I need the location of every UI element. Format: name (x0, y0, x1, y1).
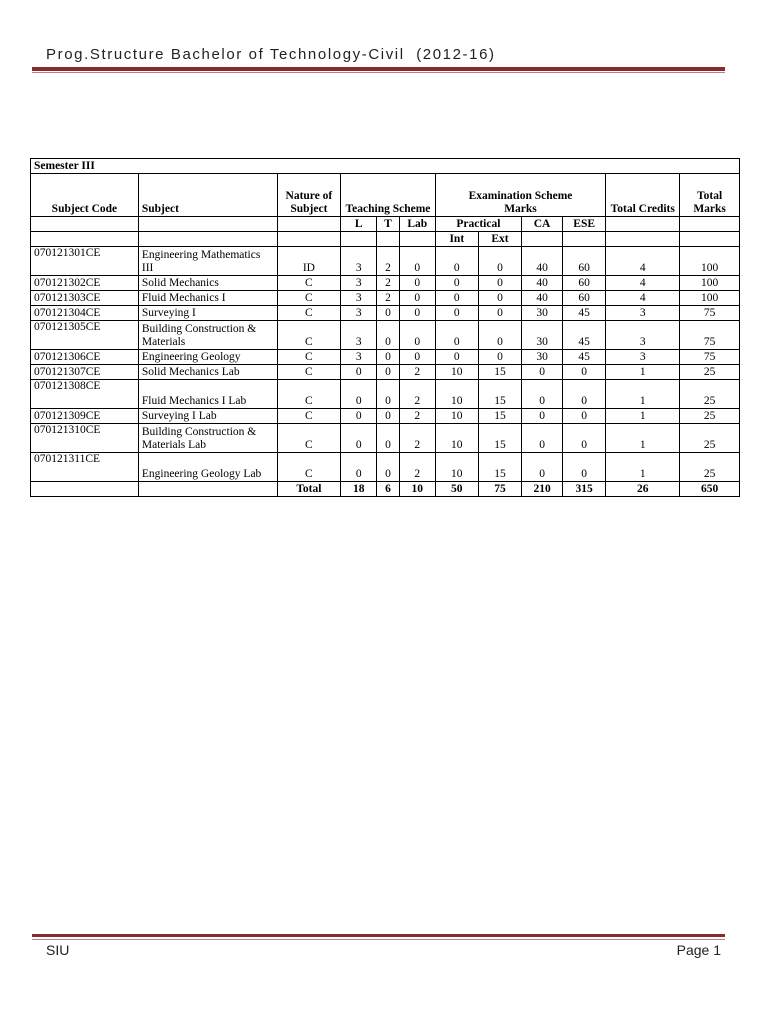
cell-code: 070121306CE (31, 350, 139, 365)
header-rule-thin (32, 72, 725, 73)
cell-ca: 0 (522, 453, 563, 482)
cell-int: 10 (435, 409, 478, 424)
total-ca: 210 (522, 482, 563, 497)
cell-ext: 0 (478, 276, 521, 291)
cell-t: 2 (377, 291, 400, 306)
total-ext: 75 (478, 482, 521, 497)
cell-t: 0 (377, 424, 400, 453)
table-row (31, 247, 740, 276)
cell-nature: C (277, 409, 341, 424)
cell-l: 3 (341, 247, 377, 276)
cell-l: 0 (341, 380, 377, 409)
cell-subject: Surveying I (138, 306, 277, 321)
cell-ext: 0 (478, 247, 521, 276)
cell-t: 2 (377, 276, 400, 291)
cell-ese: 0 (563, 365, 606, 380)
cell-t: 0 (377, 306, 400, 321)
table-row (31, 409, 740, 424)
header-total-marks: Total Marks (680, 174, 740, 217)
cell-l: 3 (341, 350, 377, 365)
cell-code: 070121304CE (31, 306, 139, 321)
cell-ext: 15 (478, 409, 521, 424)
cell-ese: 45 (563, 321, 606, 350)
semester-scheme-table (30, 158, 740, 497)
cell-ese: 60 (563, 247, 606, 276)
cell-lab: 2 (399, 453, 435, 482)
cell-subject: Fluid Mechanics I Lab (138, 380, 277, 409)
cell-nature: C (277, 365, 341, 380)
cell-ese: 60 (563, 291, 606, 306)
cell-ca: 0 (522, 380, 563, 409)
cell-ca: 40 (522, 276, 563, 291)
table-row (31, 291, 740, 306)
cell-ca: 0 (522, 424, 563, 453)
cell-marks: 25 (680, 365, 740, 380)
cell-code: 070121310CE (31, 424, 139, 453)
cell-code: 070121305CE (31, 321, 139, 350)
cell-nature: C (277, 276, 341, 291)
table-row (31, 365, 740, 380)
header-rule (32, 67, 725, 71)
total-credits: 26 (606, 482, 680, 497)
cell-code: 070121308CE (31, 380, 139, 409)
cell-l: 0 (341, 453, 377, 482)
cell-ese: 0 (563, 409, 606, 424)
table-row (31, 424, 740, 453)
table-row (31, 453, 740, 482)
cell-marks: 75 (680, 321, 740, 350)
total-lab: 10 (399, 482, 435, 497)
header-int: Int (435, 232, 478, 247)
cell-nature: C (277, 453, 341, 482)
cell-int: 10 (435, 453, 478, 482)
header-lab: Lab (399, 217, 435, 232)
cell-t: 0 (377, 321, 400, 350)
table-row (31, 350, 740, 365)
cell-l: 3 (341, 306, 377, 321)
footer-rule (32, 934, 725, 937)
cell-int: 0 (435, 350, 478, 365)
cell-t: 0 (377, 365, 400, 380)
cell-lab: 0 (399, 306, 435, 321)
cell-lab: 2 (399, 409, 435, 424)
total-ese: 315 (563, 482, 606, 497)
cell-ese: 0 (563, 424, 606, 453)
cell-ca: 40 (522, 247, 563, 276)
cell-lab: 2 (399, 365, 435, 380)
cell-ese: 0 (563, 380, 606, 409)
cell-subject: Fluid Mechanics I (138, 291, 277, 306)
cell-lab: 0 (399, 321, 435, 350)
cell-int: 0 (435, 276, 478, 291)
cell-credits: 4 (606, 276, 680, 291)
cell-int: 0 (435, 306, 478, 321)
cell-l: 3 (341, 276, 377, 291)
header-subject: Subject (138, 174, 277, 217)
cell-marks: 100 (680, 276, 740, 291)
cell-ext: 0 (478, 291, 521, 306)
cell-marks: 75 (680, 350, 740, 365)
cell-ext: 0 (478, 321, 521, 350)
cell-nature: C (277, 424, 341, 453)
cell-credits: 1 (606, 380, 680, 409)
cell-l: 0 (341, 409, 377, 424)
semester-label: Semester III (31, 159, 740, 174)
cell-subject: Engineering Mathematics III (138, 247, 277, 276)
total-marks: 650 (680, 482, 740, 497)
cell-lab: 0 (399, 247, 435, 276)
cell-t: 0 (377, 380, 400, 409)
subject-rows (31, 247, 740, 482)
table-row (31, 321, 740, 350)
total-l: 18 (341, 482, 377, 497)
cell-nature: C (277, 380, 341, 409)
cell-nature: C (277, 350, 341, 365)
total-label: Total (277, 482, 341, 497)
cell-ca: 40 (522, 291, 563, 306)
cell-marks: 25 (680, 409, 740, 424)
cell-credits: 4 (606, 291, 680, 306)
cell-credits: 3 (606, 350, 680, 365)
page-header-title: Prog.Structure Bachelor of Technology-Civil (2012-16) (46, 46, 496, 63)
cell-nature: C (277, 291, 341, 306)
header-ese: ESE (563, 217, 606, 232)
cell-marks: 75 (680, 306, 740, 321)
cell-credits: 3 (606, 306, 680, 321)
cell-lab: 0 (399, 276, 435, 291)
cell-marks: 25 (680, 380, 740, 409)
table-row (31, 380, 740, 409)
cell-ese: 0 (563, 453, 606, 482)
cell-subject: Solid Mechanics Lab (138, 365, 277, 380)
cell-int: 0 (435, 321, 478, 350)
cell-ca: 30 (522, 350, 563, 365)
footer-page-number: Page 1 (676, 942, 721, 958)
cell-code: 070121309CE (31, 409, 139, 424)
cell-ca: 30 (522, 306, 563, 321)
cell-ext: 15 (478, 365, 521, 380)
footer-rule-thin (32, 939, 725, 940)
cell-marks: 100 (680, 247, 740, 276)
total-int: 50 (435, 482, 478, 497)
cell-t: 0 (377, 409, 400, 424)
cell-subject: Surveying I Lab (138, 409, 277, 424)
footer-institution: SIU (46, 942, 70, 958)
cell-ext: 15 (478, 380, 521, 409)
cell-code: 070121307CE (31, 365, 139, 380)
cell-t: 2 (377, 247, 400, 276)
cell-credits: 1 (606, 453, 680, 482)
table-row (31, 306, 740, 321)
header-l: L (341, 217, 377, 232)
cell-code: 070121302CE (31, 276, 139, 291)
header-exam-scheme: Examination Scheme Marks (435, 174, 606, 217)
cell-marks: 25 (680, 453, 740, 482)
cell-subject: Building Construction & Materials (138, 321, 277, 350)
cell-ext: 15 (478, 453, 521, 482)
cell-subject: Building Construction & Materials Lab (138, 424, 277, 453)
cell-ese: 45 (563, 350, 606, 365)
cell-t: 0 (377, 453, 400, 482)
cell-nature: C (277, 321, 341, 350)
cell-credits: 4 (606, 247, 680, 276)
header-total-credits: Total Credits (606, 174, 680, 217)
cell-int: 0 (435, 291, 478, 306)
cell-ext: 15 (478, 424, 521, 453)
cell-subject: Engineering Geology Lab (138, 453, 277, 482)
cell-ca: 0 (522, 365, 563, 380)
header-ext: Ext (478, 232, 521, 247)
table-row (31, 276, 740, 291)
cell-credits: 1 (606, 365, 680, 380)
cell-ese: 45 (563, 306, 606, 321)
cell-t: 0 (377, 350, 400, 365)
cell-ext: 0 (478, 306, 521, 321)
cell-credits: 1 (606, 409, 680, 424)
cell-lab: 0 (399, 291, 435, 306)
cell-code: 070121301CE (31, 247, 139, 276)
cell-l: 0 (341, 365, 377, 380)
cell-ext: 0 (478, 350, 521, 365)
total-row (31, 482, 740, 497)
cell-int: 10 (435, 424, 478, 453)
cell-int: 10 (435, 380, 478, 409)
header-t: T (377, 217, 400, 232)
cell-subject: Engineering Geology (138, 350, 277, 365)
cell-subject: Solid Mechanics (138, 276, 277, 291)
cell-l: 0 (341, 424, 377, 453)
cell-marks: 100 (680, 291, 740, 306)
total-t: 6 (377, 482, 400, 497)
header-nature: Nature of Subject (277, 174, 341, 217)
header-ca: CA (522, 217, 563, 232)
cell-l: 3 (341, 321, 377, 350)
cell-int: 0 (435, 247, 478, 276)
header-subject-code: Subject Code (31, 174, 139, 217)
cell-credits: 3 (606, 321, 680, 350)
cell-nature: ID (277, 247, 341, 276)
cell-credits: 1 (606, 424, 680, 453)
cell-code: 070121311CE (31, 453, 139, 482)
cell-int: 10 (435, 365, 478, 380)
cell-marks: 25 (680, 424, 740, 453)
cell-l: 3 (341, 291, 377, 306)
header-teaching-scheme: Teaching Scheme (341, 174, 436, 217)
cell-lab: 0 (399, 350, 435, 365)
cell-lab: 2 (399, 380, 435, 409)
cell-ca: 30 (522, 321, 563, 350)
cell-lab: 2 (399, 424, 435, 453)
cell-ese: 60 (563, 276, 606, 291)
cell-ca: 0 (522, 409, 563, 424)
cell-nature: C (277, 306, 341, 321)
cell-code: 070121303CE (31, 291, 139, 306)
header-practical: Practical (435, 217, 521, 232)
